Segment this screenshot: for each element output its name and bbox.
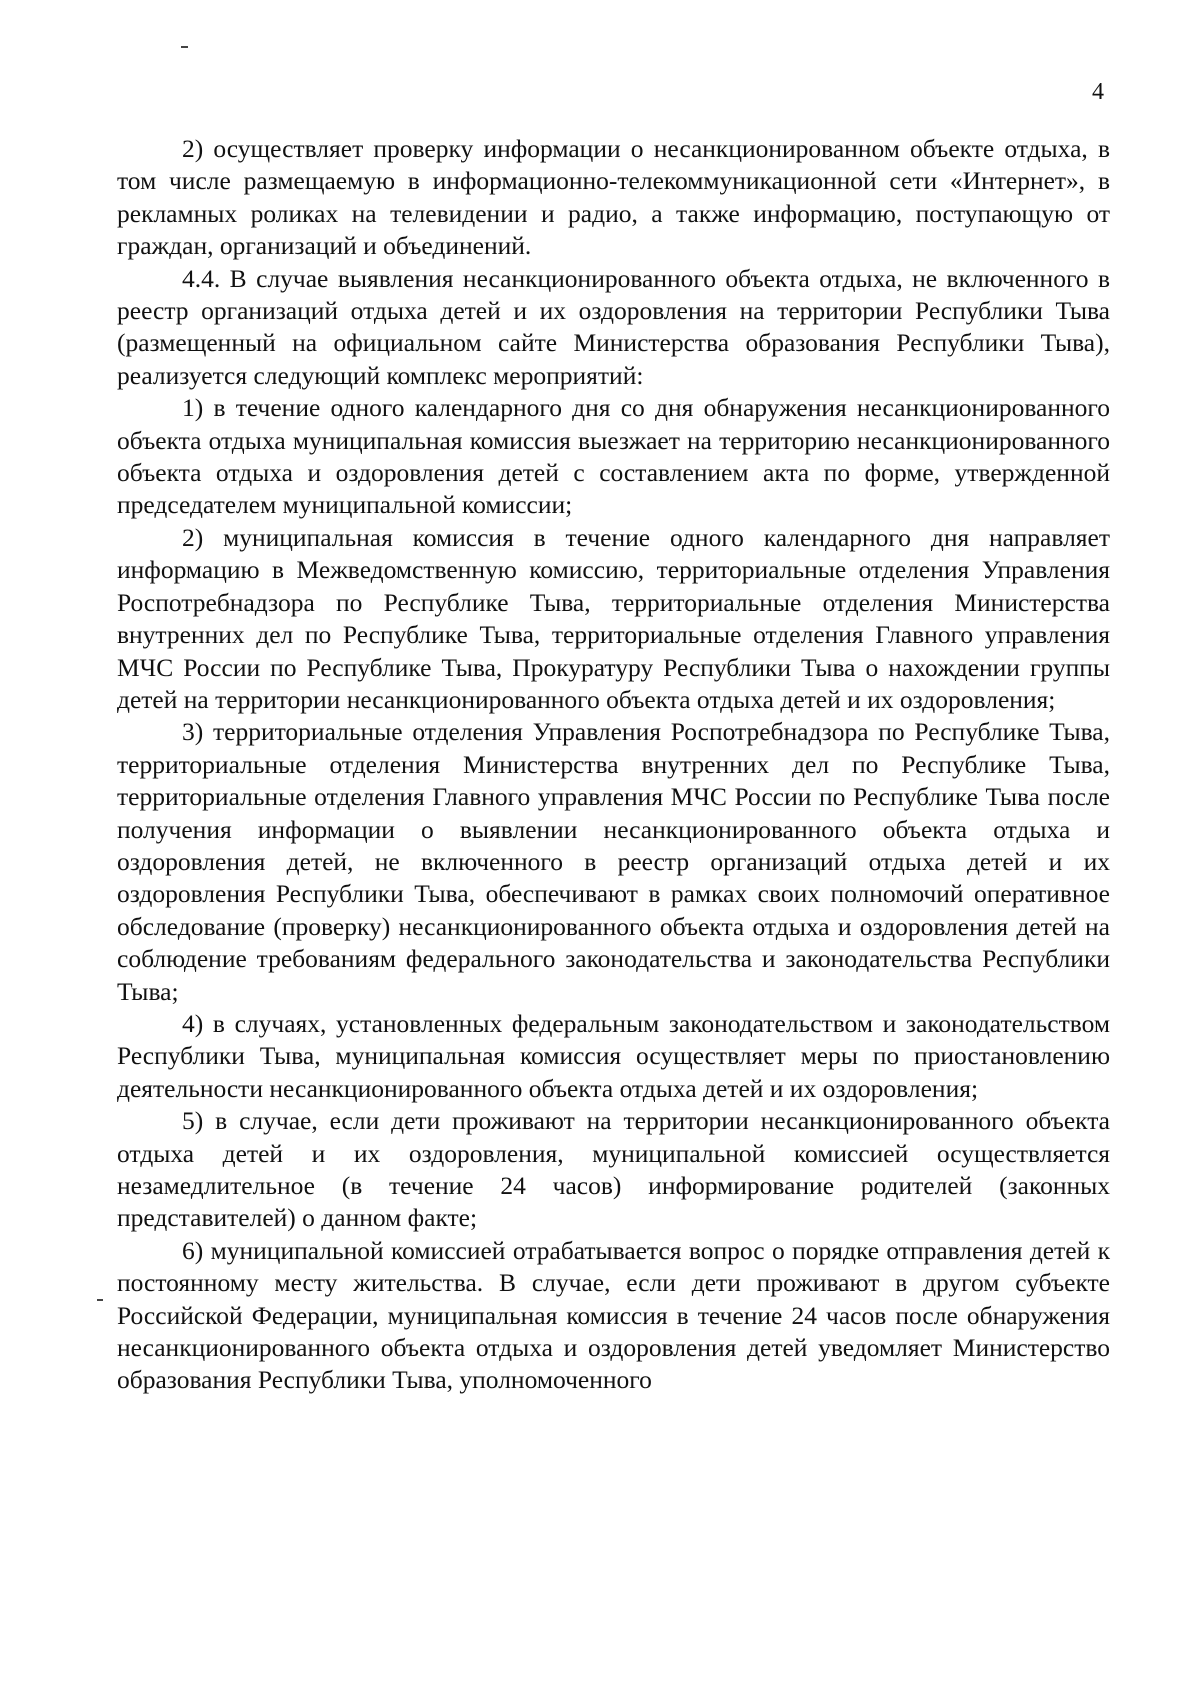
paragraph-item-2-check: 2) осуществляет проверку информации о несанкционированном объекте отдыха, в том числе размещаемую в информационно-телекоммуникационной сети «Интернет», в рекламных роликах на телевидении и радио, а также информацию, поступающую от граждан, организаций и объединений. — [117, 134, 1110, 261]
paragraph-item-3: 3) территориальные отделения Управления Роспотребнадзора по Республике Тыва, территориальные отделения Министерства внутренних дел по Республике Тыва, территориальные отделения Главного управления МЧС России по Республике Тыва после получения информации о выявлении несанкционированного объекта отдыха и оздоровления детей, не включенного в реестр организаций отдыха детей и их оздоровления Республики Тыва, обеспечивают в рамках своих полномочий оперативное обследование (проверку) несанкционированного объекта отдыха и оздоровления детей на соблюдение требованиям федерального законодательства и законодательства Республики Тыва; — [117, 717, 1110, 1006]
paragraph-item-2: 2) муниципальная комиссия в течение одного календарного дня направляет информацию в Межведомственную комиссию, территориальные отделения Управления Роспотребнадзора по Республике Тыва, территориальные отделения Министерства внутренних дел по Республике Тыва, территориальные отделения Главного управления МЧС России по Республике Тыва, Прокуратуру Республики Тыва о нахождении группы детей на территории несанкционированного объекта отдыха детей и их оздоровления; — [117, 522, 1110, 714]
page-number: 4 — [1092, 79, 1104, 105]
paragraph-item-6: 6) муниципальной комиссией отрабатывается вопрос о порядке отправления детей к постоянному месту жительства. В случае, если дети проживают в другом субъекте Российской Федерации, муниципальная комиссия в течение 24 часов после обнаружения несанкционированного объекта отдыха и оздоровления детей уведомляет Министерство образования Республики Тыва, уполномоченного — [117, 1235, 1110, 1395]
paragraph-4-4: 4.4. В случае выявления несанкционированного объекта отдыха, не включенного в реестр организаций отдыха детей и их оздоровления на территории Республики Тыва (размещенный на официальном сайте Министерства образования Республики Тыва), реализуется следующий комплекс мероприятий: — [117, 263, 1110, 390]
scan-mark — [181, 46, 188, 48]
scan-mark — [97, 1299, 103, 1301]
paragraph-item-5: 5) в случае, если дети проживают на территории несанкционированного объекта отдыха детей и их оздоровления, муниципальной комиссией осуществляется незамедлительное (в течение 24 часов) информирование родителей (законных представителей) о данном факте; — [117, 1106, 1110, 1233]
paragraph-item-4: 4) в случаях, установленных федеральным законодательством и законодательством Республики Тыва, муниципальная комиссия осуществляет меры по приостановлению деятельности несанкционированного объекта отдыха детей и их оздоровления; — [117, 1008, 1110, 1103]
document-body — [117, 133, 1110, 1397]
paragraph-item-1: 1) в течение одного календарного дня со дня обнаружения несанкционированного объекта отдыха муниципальная комиссия выезжает на территорию несанкционированного объекта отдыха и оздоровления детей с составлением акта по форме, утвержденной председателем муниципальной комиссии; — [117, 393, 1110, 520]
